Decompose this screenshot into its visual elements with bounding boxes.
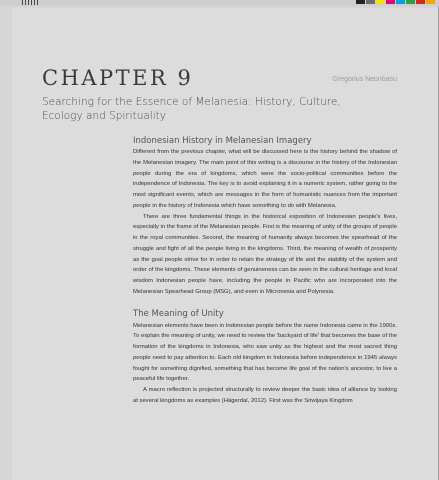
color-swatch	[386, 0, 395, 4]
color-bar	[356, 0, 435, 4]
body-text	[133, 136, 397, 407]
chapter-title: CHAPTER 9	[42, 66, 194, 90]
color-swatch	[366, 0, 375, 4]
color-swatch	[356, 0, 365, 4]
paragraph: Melanesian elements have been in Indonesian people before the name Indonesia came in the 1900s. To explain the meaning of unity, we need to review the 'backyard of life' that becomes the base of the formation of the kingdoms in Indonesia, who saw unity as the highest and the most sacred thing people need to pay attention to. Each old kingdom in Indonesia before independence in 1945 always fought for something dignified, something that has become life goal of the nation's ancestor, to live a peaceful life together.	[133, 322, 397, 383]
print-margin-strip	[0, 0, 439, 6]
color-swatch	[416, 0, 425, 4]
paragraph: A macro reflection is projected structurally to review deeper the basic idea of alliance by looking at several kingdoms as examples (Hägerdal, 2012). First was the Sriwijaya Kingdom	[133, 387, 397, 404]
chapter-subtitle: Searching for the Essence of Melanesia: History, Culture, Ecology and Spirituality	[42, 96, 341, 122]
color-swatch	[376, 0, 385, 4]
section-heading-unity: The Meaning of Unity	[133, 308, 224, 319]
paragraph: There are three fundamental things in the historical exposition of Indonesian people's lives, especially in the frame of the Melanesian people. First is the meaning of unity of the groups of people in the royal communities. Second, the meaning of humanity always becomes the spearhead of the struggle and fight of all the people living in the kingdoms. Third, the meaning of wealth of prosperity as the goal people strive for in order to retain the strategy of life and the stability of the system and order of the kingdoms. These elements of genuineness can be seen in the cultural heritage and local wisdom Indonesian people have, including the people in Pacific who are incorporated into the Melanesian Spearhead Group (MSG), and even in Micronesia and Polynesia.	[133, 213, 397, 295]
registration-marks	[22, 0, 38, 5]
chapter-author: Gregorius Neonbasu	[332, 76, 397, 83]
color-swatch	[396, 0, 405, 4]
color-swatch	[406, 0, 415, 4]
section-heading-history: Indonesian History in Melanesian Imagery	[133, 136, 312, 146]
color-swatch	[426, 0, 435, 4]
paragraph: Different from the previous chapter, what will be discussed here is the history behind the shadow of the Melanesian imagery. The main point of this writing is a discourse in the history of the Indonesian people during the era of kingdoms, which were the socio-political communities before the independence of Indonesia. The key is to avoid explaining it in a numeric system, rather going to the most significant events, which are messages in the form of humanistic nuances from the important people in the history of Indonesia which have something to do with Melanesia.	[133, 149, 397, 209]
